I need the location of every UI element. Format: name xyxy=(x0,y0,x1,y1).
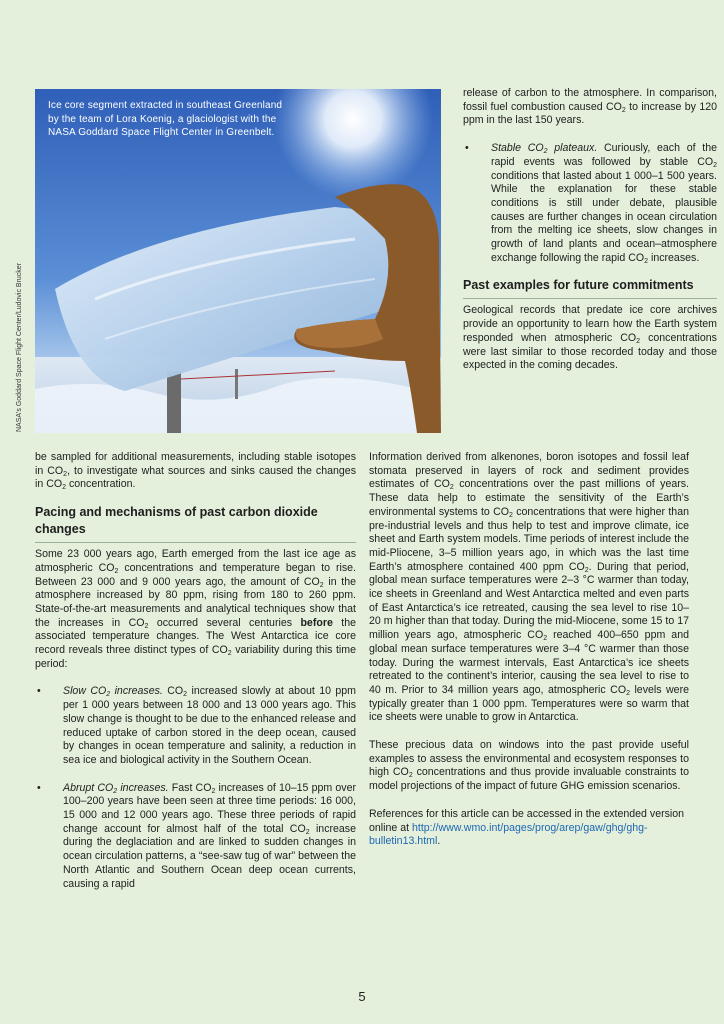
paragraph-last-ice-age: Some 23 000 years ago, Earth emerged from the last ice age as atmospheric $CO_2$ concentrations and temperature began to rise. Between 23 000 and 9 000 years ago, the amount of $CO_2$ in the atmosphere increased by 80 ppm, rising from 180 to 260 ppm. State-of-the-art measurements and analytical techniques show that the increases in $CO_2$ occurred several centuries before the associated temperature changes. The West Antarctica ice core record reveals three distinct types of $CO_2$ variability during this time period: xyxy=(35,548,356,670)
right-column-lower xyxy=(369,451,689,849)
subscript: 2 xyxy=(543,635,548,643)
left-column xyxy=(35,451,356,891)
bullet-slow-increases: • Slow $CO_2$ increases. $CO_2$ increased slowly at about 10 ppm per 1 000 years between 18 000 and 13 000 years ago. This slow change is thought to be due to the enhanced release and reduced uptake of carbon stored in the deep ocean, caused by changes in ocean temperature and salinity, a reduction in sea ice and biological activity in the Southern Ocean. xyxy=(37,685,356,766)
paragraph-continuation: release of carbon to the atmosphere. In comparison, fossil fuel combustion caused $CO_2$ to increase by 120 ppm in the last 150 years. xyxy=(463,87,718,127)
page-number: 5 xyxy=(358,989,366,1004)
bullet-stable-plateaux: • Stable $CO_2$ plateaux. Curiously, each of the rapid events was followed by stable $CO_2$ conditions that lasted about 1 000–1 500 years. While the explanation for these stable conditions is still under debate, plausible causes are further changes in ocean circulation from the melting ice sheets, slow changes in growth of land plants and ocean–atmosphere exchange following the rapid $CO_2$ increases. xyxy=(465,142,717,265)
bullet-abrupt-increases: • Abrupt $CO_2$ increases. Fast $CO_2$ increases of 10–15 ppm over 100–200 years have been seen at three time periods: 16 000, 15 000 and 12 000 years ago. These three periods of rapid change account for almost half of the total $CO_2$ increase during the deglaciation and are linked to sudden changes in ocean circulation patterns, a “see-saw tug of war” between the North Atlantic and Southern Ocean deep ocean currents, causing a rapid xyxy=(37,781,356,890)
subscript: 2 xyxy=(113,787,118,795)
subscript: 2 xyxy=(621,106,626,114)
subscript: 2 xyxy=(319,581,324,589)
bullet-dot: • xyxy=(37,781,41,794)
subscript: 2 xyxy=(449,484,454,492)
section-heading-pacing: Pacing and mechanisms of past carbon dioxide changes xyxy=(35,505,318,537)
subscript: 2 xyxy=(713,161,717,169)
paragraph-geological-records: Information derived from alkenones, boron isotopes and fossil leaf stomata preserved in layers of rock and sediment provides estimates of $CO_2$ concentrations over the past millions of years. These data help to estimate the sensitivity of the Earth’s environmental systems to $CO_2$ concentrations that were higher than pre-industrial levels and thus help to test and improve climate, ice sheet and Earth system models. Time periods of interest include the mid-Pliocene, 3–5 million years ago, in which was the last time Earth’s atmosphere contained 400 ppm $CO_2$. During that period, global mean surface temperatures were 2–3 °C warmer than today, ice sheets in Greenland and West Antarctica melted and even parts of East Antarctica’s ice retreated, causing the sea level to rise 10–20 m higher than that today. During the mid-Miocene, some 15 to 17 million years ago, atmospheric $CO_2$ reached 400–650 ppm and global mean surface temperatures were 3–4 °C warmer than those today. During the warmest intervals, East Antarctica’s ice sheets retreated to the continent’s interior, causing the sea level to rise to 40 m. Prior to 34 million years ago, atmospheric $CO_2$ levels were typically greater than 1 000 ppm. Temperatures were so warm that ice sheets were unable to grow in Antarctica. xyxy=(369,451,690,724)
paragraph-intro: be sampled for additional measurements, including stable isotopes in $CO_2$, to investigate what sources and sinks caused the changes in $CO_2$ concentration. xyxy=(35,451,356,492)
subscript: 2 xyxy=(626,689,630,697)
right-column-upper xyxy=(463,87,717,373)
heading-rule xyxy=(35,542,356,543)
heading-rule xyxy=(463,298,717,299)
subscript: 2 xyxy=(584,566,589,574)
subscript: 2 xyxy=(636,337,641,345)
ice-core-illustration xyxy=(35,89,441,433)
paragraph-geological-intro: Geological records that predate ice core archives provide an opportunity to learn how the Earth system responded when atmospheric $CO_2$ concentrations were last similar to those recorded today and those expected in the coming decades. xyxy=(463,304,717,372)
subscript: 2 xyxy=(114,567,119,575)
subscript: 2 xyxy=(305,828,310,836)
section-heading-past-examples: Past examples for future commitments xyxy=(463,278,694,293)
subscript: 2 xyxy=(644,257,649,265)
subscript: 2 xyxy=(63,470,68,478)
paragraph-precious-data: These precious data on windows into the past provide useful examples to assess the environmental and ecosystem responses to high $CO_2$ concentrations and thus provide invaluable constraints to model projections of the impact of future GHG emission scenarios. xyxy=(369,739,689,793)
bullet-dot: • xyxy=(465,142,469,155)
bullet-dot: • xyxy=(37,685,41,698)
subscript: 2 xyxy=(211,787,216,795)
references-link[interactable]: http://www.wmo.int/pages/prog/arep/gaw/ghg/ghg-bulletin13.html xyxy=(369,821,648,848)
subscript: 2 xyxy=(144,622,149,630)
subscript: 2 xyxy=(543,148,548,156)
subscript: 2 xyxy=(408,772,413,780)
photo-credit: NASA's Goddard Space Flight Center/Ludovic Brucker xyxy=(16,262,23,432)
paragraph-references: References for this article can be accessed in the extended version online at http://www.wmo.int/pages/prog/arep/gaw/ghg/ghg-bulletin13.html. xyxy=(369,807,685,848)
subscript: 2 xyxy=(509,511,513,519)
subscript: 2 xyxy=(227,650,232,658)
subscript: 2 xyxy=(183,691,188,699)
subscript: 2 xyxy=(106,691,111,699)
ice-core-photo xyxy=(35,89,441,433)
photo-caption: Ice core segment extracted in southeast Greenland by the team of Lora Koenig, a glaciologist with the NASA Goddard Space Flight Center in Greenbelt. xyxy=(48,100,283,138)
subscript: 2 xyxy=(62,484,66,492)
